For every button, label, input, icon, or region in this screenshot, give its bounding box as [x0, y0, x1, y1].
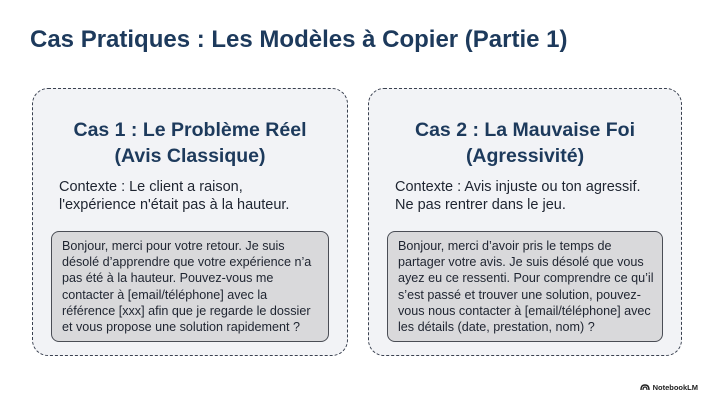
reply-line: désolé d’apprendre que votre expérience n’a — [62, 255, 312, 270]
case-card-subtitle-line: (Agressivité) — [465, 145, 585, 167]
case-card-title — [369, 117, 681, 169]
reply-template-box — [51, 231, 329, 342]
case-context-line: Ne pas rentrer dans le jeu. — [395, 197, 566, 213]
reply-line: contacter à [email/téléphone] avec la — [62, 287, 268, 302]
reply-line: et vous propose une solution rapidement ? — [62, 320, 301, 335]
case-card-2 — [368, 88, 682, 356]
case-context-line: Contexte : Avis injuste ou ton agressif. — [395, 179, 641, 195]
reply-line: les détails (date, prestation, nom) ? — [398, 320, 595, 335]
reply-template-box — [387, 231, 663, 342]
case-card-title — [33, 117, 347, 169]
case-card-subtitle-line: (Avis Classique) — [114, 145, 266, 167]
case-context — [59, 178, 333, 214]
case-card-title-line: Cas 2 : La Mauvaise Foi — [415, 119, 635, 141]
case-context-line: Contexte : Le client a raison, — [59, 179, 243, 195]
slide-title: Cas Pratiques : Les Modèles à Copier (Partie 1) — [30, 26, 568, 53]
reply-line: pas été à la hauteur. Pouvez-vous me — [62, 271, 274, 286]
case-card-title-line: Cas 1 : Le Problème Réel — [73, 119, 307, 141]
reply-line: vous nous contacter à [email/téléphone] avec — [398, 303, 651, 318]
case-context-line: l'expérience n'était pas à la hauteur. — [59, 197, 290, 213]
notebooklm-logo-icon — [640, 384, 650, 391]
reply-line: partager votre avis. Je suis désolé que vous — [398, 255, 644, 270]
reply-line: ayez eu ce ressenti. Pour comprendre ce qu’il — [398, 271, 654, 286]
reply-line: référence [xxx] afin que je regarde le dossier — [62, 303, 311, 318]
case-context — [395, 178, 667, 214]
case-card-1 — [32, 88, 348, 356]
brand-name: NotebookLM — [652, 383, 698, 392]
reply-line: s’est passé et trouver une solution, pouvez- — [398, 287, 641, 302]
reply-line: Bonjour, merci pour votre retour. Je suis — [62, 239, 285, 253]
reply-line: Bonjour, merci d’avoir pris le temps de — [398, 239, 612, 253]
notebooklm-brand — [640, 383, 698, 392]
